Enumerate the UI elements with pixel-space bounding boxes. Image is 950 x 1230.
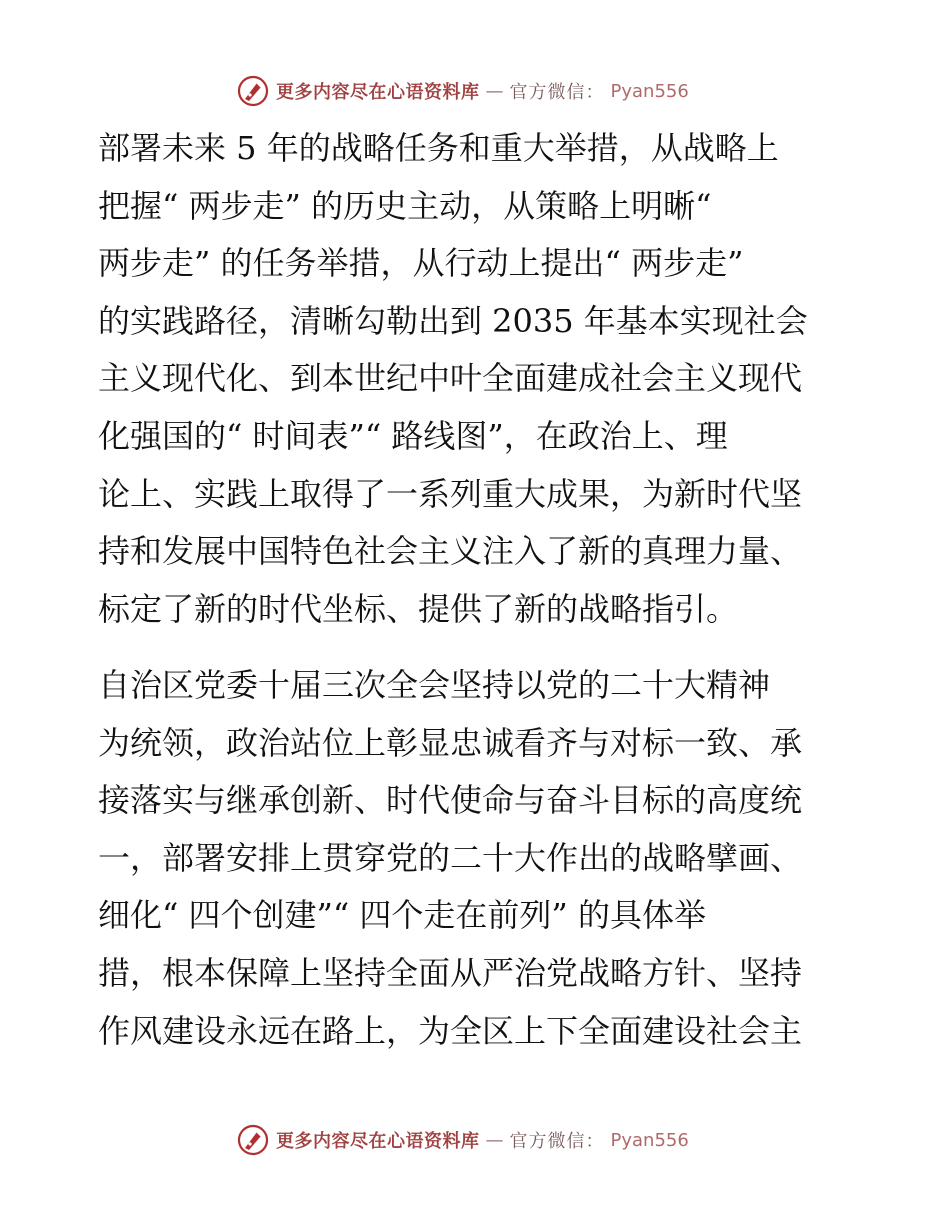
footer-watermark — [236, 1122, 689, 1158]
text-line: 把握“ 两步走” 的历史主动，从策略上明晰“ — [98, 186, 712, 225]
text-line: 化强国的“ 时间表”“ 路线图”，在政治上、理 — [98, 416, 728, 455]
watermark-wechat-id: Pyan556 — [610, 80, 689, 102]
watermark-dash: — — [485, 80, 504, 102]
watermark-dash: — — [485, 1129, 504, 1151]
paragraph-1 — [98, 120, 852, 638]
text-line: 论上、实践上取得了一系列重大成果，为新时代坚 — [98, 474, 803, 513]
text-line: 措，根本保障上坚持全面从严治党战略方针、坚持 — [98, 953, 803, 992]
text-line: 持和发展中国特色社会主义注入了新的真理力量、 — [98, 532, 803, 571]
pen-nib-logo-icon — [236, 74, 270, 108]
text-line: 接落实与继承创新、时代使命与奋斗目标的高度统 — [98, 781, 803, 820]
pen-nib-logo-icon — [236, 1123, 270, 1157]
header-watermark — [236, 73, 689, 109]
text-line: 细化“ 四个创建”“ 四个走在前列” 的具体举 — [98, 896, 706, 935]
watermark-brand: 更多内容尽在心语资料库 — [276, 82, 480, 103]
text-line: 部署未来 5 年的战略任务和重大举措，从战略上 — [98, 129, 779, 167]
text-line: 两步走” 的任务举措，从行动上提出“ 两步走” — [98, 244, 744, 283]
text-line: 标定了新的时代坐标、提供了新的战略指引。 — [98, 589, 739, 628]
text-line: 主义现代化、到本世纪中叶全面建成社会主义现代 — [98, 359, 803, 398]
watermark-official-label: 官方微信： — [509, 1131, 605, 1152]
paragraph-2 — [98, 657, 852, 1060]
text-line: 为统领，政治站位上彰显忠诚看齐与对标一致、承 — [98, 723, 803, 762]
watermark-brand: 更多内容尽在心语资料库 — [276, 1131, 480, 1152]
watermark-wechat-id: Pyan556 — [610, 1129, 689, 1151]
text-line: 自治区党委十届三次全会坚持以党的二十大精神 — [98, 666, 771, 704]
text-line: 作风建设永远在路上，为全区上下全面建设社会主 — [98, 1011, 803, 1050]
watermark-official-label: 官方微信： — [509, 82, 605, 103]
text-line: 一，部署安排上贯穿党的二十大作出的战略擘画、 — [98, 838, 803, 877]
text-line: 的实践路径，清晰勾勒出到 2035 年基本实现社会 — [98, 301, 808, 340]
